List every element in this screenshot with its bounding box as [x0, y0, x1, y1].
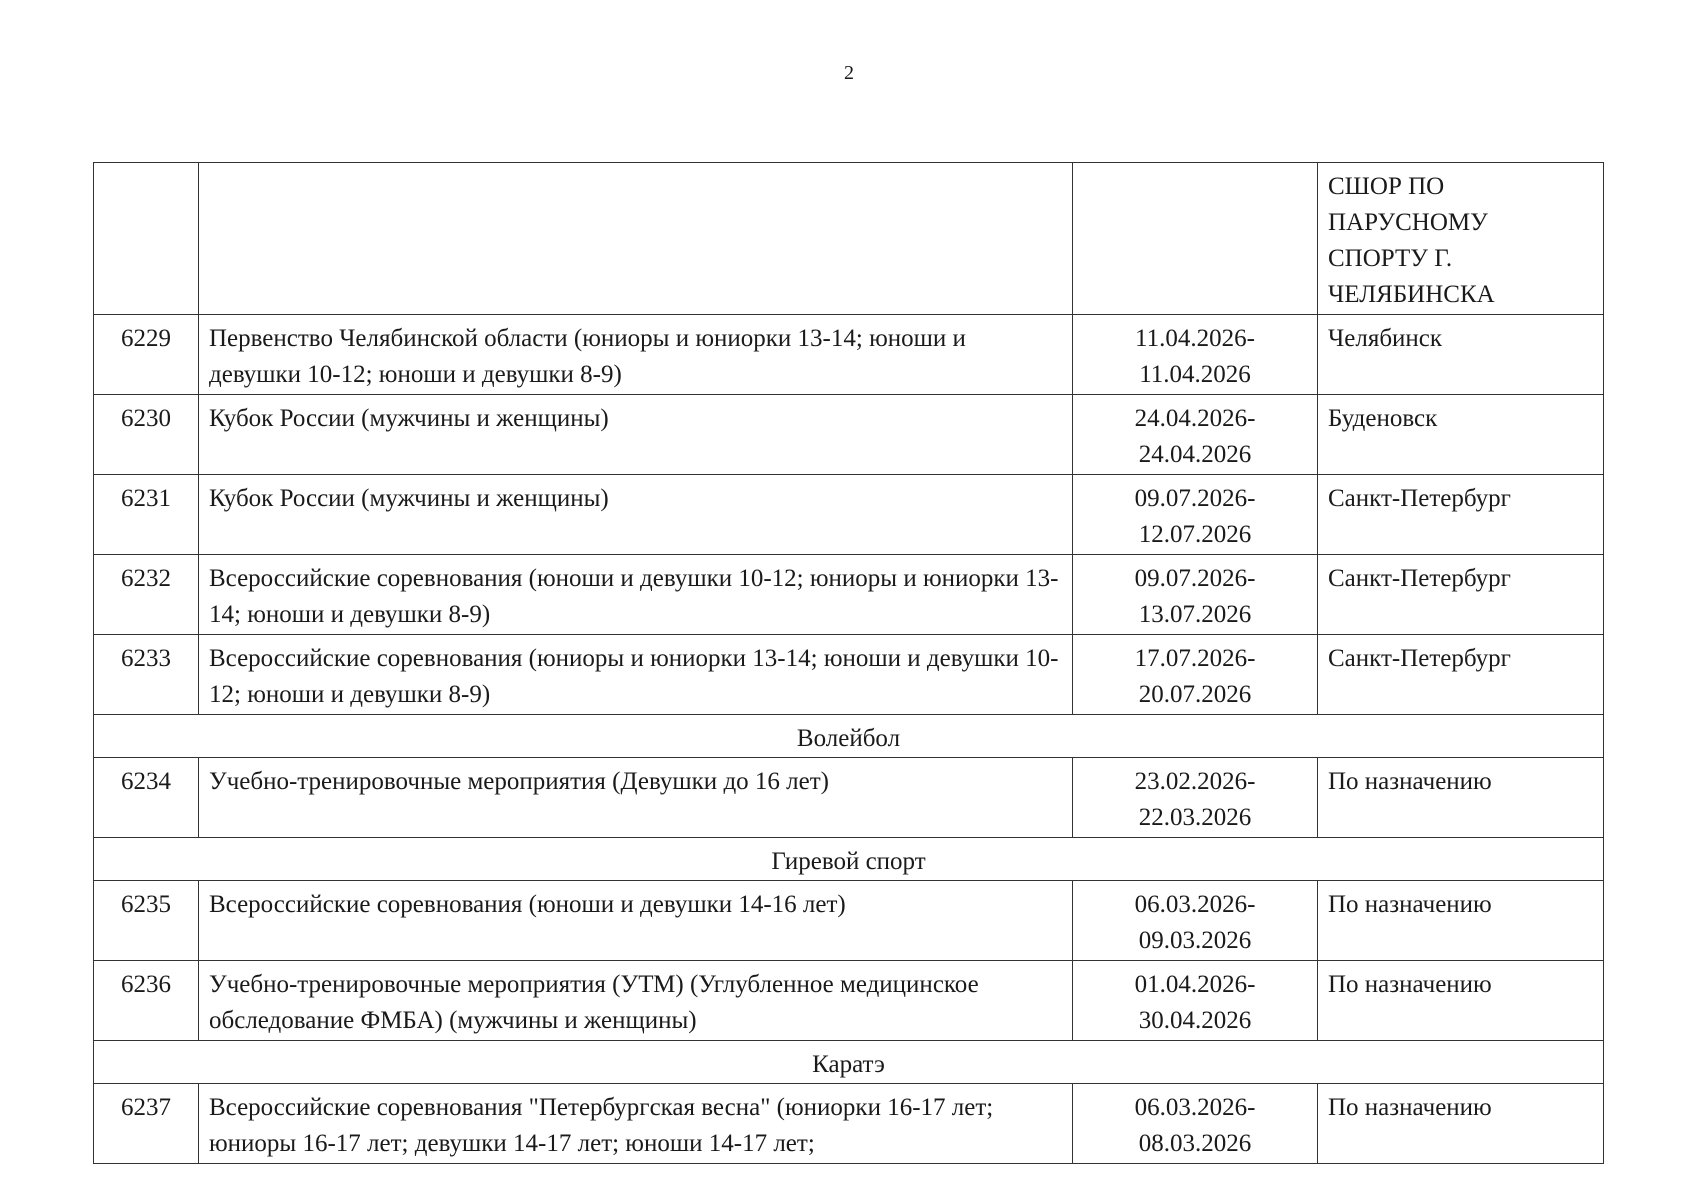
event-dates: 06.03.2026-09.03.2026 [1073, 881, 1318, 961]
event-number: 6231 [94, 475, 199, 555]
event-dates: 09.07.2026-12.07.2026 [1073, 475, 1318, 555]
event-dates: 11.04.2026-11.04.2026 [1073, 315, 1318, 395]
event-place: Буденовск [1318, 395, 1604, 475]
event-number: 6230 [94, 395, 199, 475]
event-place: По назначению [1318, 758, 1604, 838]
event-number: 6236 [94, 961, 199, 1041]
table-row [94, 881, 1604, 961]
section-header-row [94, 1041, 1604, 1084]
event-place: По назначению [1318, 961, 1604, 1041]
event-place: По назначению [1318, 881, 1604, 961]
event-place: Санкт-Петербург [1318, 635, 1604, 715]
table-row [94, 475, 1604, 555]
event-dates [1073, 163, 1318, 315]
table-row [94, 315, 1604, 395]
event-place: Челябинск [1318, 315, 1604, 395]
event-dates: 09.07.2026-13.07.2026 [1073, 555, 1318, 635]
section-header-row [94, 715, 1604, 758]
event-dates: 23.02.2026-22.03.2026 [1073, 758, 1318, 838]
table-row [94, 635, 1604, 715]
table-row [94, 961, 1604, 1041]
event-number: 6229 [94, 315, 199, 395]
event-number: 6233 [94, 635, 199, 715]
event-number: 6237 [94, 1084, 199, 1164]
event-dates: 17.07.2026-20.07.2026 [1073, 635, 1318, 715]
page-number: 2 [844, 62, 854, 84]
event-title: Первенство Челябинской области (юниоры и юниорки 13-14; юноши и девушки 10-12; юноши и девушки 8-9) [199, 315, 1073, 395]
table-row [94, 163, 1604, 315]
event-number [94, 163, 199, 315]
event-title: Всероссийские соревнования (юниоры и юниорки 13-14; юноши и девушки 10-12; юноши и девушки 8-9) [199, 635, 1073, 715]
table-row [94, 395, 1604, 475]
event-place: По назначению [1318, 1084, 1604, 1164]
event-dates: 01.04.2026-30.04.2026 [1073, 961, 1318, 1041]
event-title: Всероссийские соревнования (юноши и девушки 10-12; юниоры и юниорки 13-14; юноши и девушки 8-9) [199, 555, 1073, 635]
section-title-volleyball: Волейбол [94, 715, 1604, 758]
event-title: Кубок России (мужчины и женщины) [199, 395, 1073, 475]
events-table [93, 162, 1604, 1164]
event-title [199, 163, 1073, 315]
section-title-karate: Каратэ [94, 1041, 1604, 1084]
event-title: Всероссийские соревнования (юноши и девушки 14-16 лет) [199, 881, 1073, 961]
table-row [94, 555, 1604, 635]
section-title-kettlebell: Гиревой спорт [94, 838, 1604, 881]
event-number: 6235 [94, 881, 199, 961]
event-dates: 24.04.2026-24.04.2026 [1073, 395, 1318, 475]
event-title: Кубок России (мужчины и женщины) [199, 475, 1073, 555]
event-dates: 06.03.2026-08.03.2026 [1073, 1084, 1318, 1164]
event-number: 6234 [94, 758, 199, 838]
event-title: Всероссийские соревнования "Петербургская весна" (юниорки 16-17 лет; юниоры 16-17 лет; девушки 14-17 лет; юноши 14-17 лет; [199, 1084, 1073, 1164]
event-title: Учебно-тренировочные мероприятия (Девушки до 16 лет) [199, 758, 1073, 838]
event-organizer: СШОР ПО ПАРУСНОМУ СПОРТУ Г. ЧЕЛЯБИНСКА [1318, 163, 1604, 315]
table-row [94, 758, 1604, 838]
event-title: Учебно-тренировочные мероприятия (УТМ) (Углубленное медицинское обследование ФМБА) (мужчины и женщины) [199, 961, 1073, 1041]
event-place: Санкт-Петербург [1318, 475, 1604, 555]
section-header-row [94, 838, 1604, 881]
event-place: Санкт-Петербург [1318, 555, 1604, 635]
event-number: 6232 [94, 555, 199, 635]
table-row [94, 1084, 1604, 1164]
